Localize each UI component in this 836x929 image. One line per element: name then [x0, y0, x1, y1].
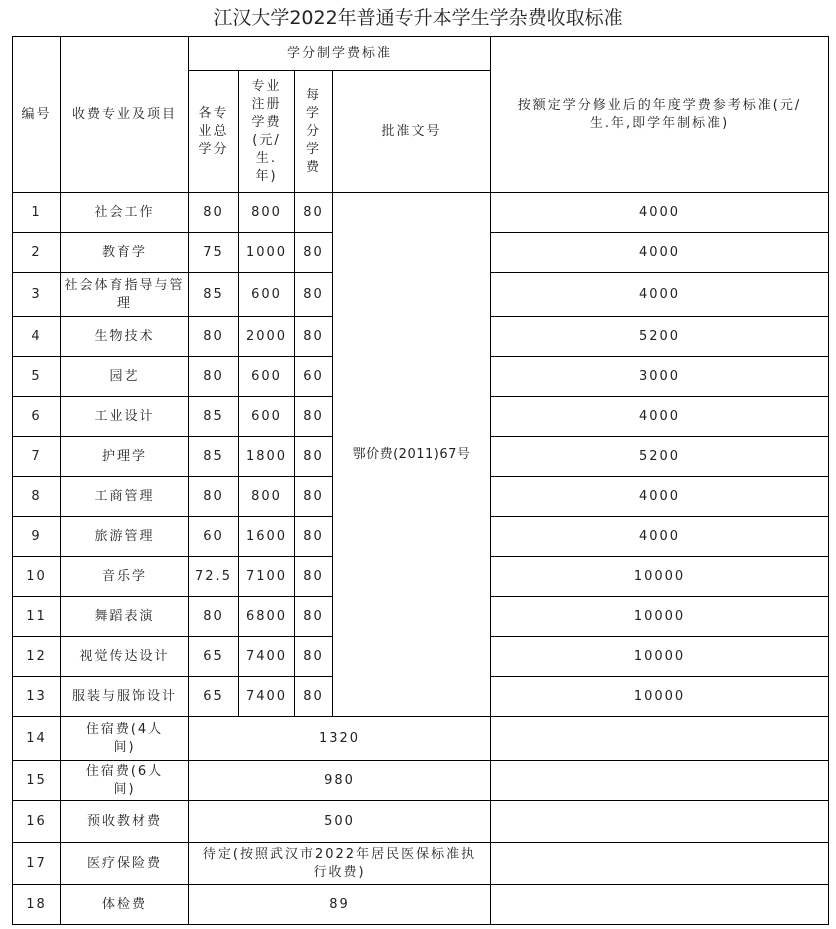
total-credits-cell: 85 [189, 437, 239, 477]
registration-fee-cell: 600 [239, 273, 295, 317]
fee-item-name-cell: 住宿费(6人间) [61, 761, 189, 801]
program-name-cell: 视觉传达设计 [61, 637, 189, 677]
annual-fee-cell: 4000 [491, 273, 829, 317]
annual-fee-cell: 4000 [491, 193, 829, 233]
fee-amount-cell: 待定(按照武汉市2022年居民医保标准执行收费) [189, 843, 491, 885]
header-annual-reference: 按额定学分修业后的年度学费参考标准(元/生.年,即学年制标准) [491, 37, 829, 193]
annual-fee-cell: 5200 [491, 437, 829, 477]
header-program: 收费专业及项目 [61, 37, 189, 193]
table-row [13, 717, 829, 761]
program-name-cell: 旅游管理 [61, 517, 189, 557]
header-total-credits: 各专业总学分 [189, 71, 239, 193]
total-credits-cell: 75 [189, 233, 239, 273]
approval-doc-cell: 鄂价费(2011)67号 [333, 193, 491, 717]
total-credits-cell: 65 [189, 637, 239, 677]
per-credit-fee-cell: 80 [295, 637, 333, 677]
registration-fee-cell: 6800 [239, 597, 295, 637]
table-row [13, 193, 829, 233]
total-credits-cell: 60 [189, 517, 239, 557]
per-credit-fee-cell: 60 [295, 357, 333, 397]
annual-fee-cell: 3000 [491, 357, 829, 397]
fee-item-name-cell: 预收教材费 [61, 801, 189, 843]
per-credit-fee-cell: 80 [295, 597, 333, 637]
annual-fee-cell: 4000 [491, 233, 829, 273]
table-row [13, 885, 829, 925]
serial-cell: 1 [13, 193, 61, 233]
total-credits-cell: 85 [189, 397, 239, 437]
annual-fee-cell: 5200 [491, 317, 829, 357]
registration-fee-cell: 7400 [239, 637, 295, 677]
program-name-cell: 舞蹈表演 [61, 597, 189, 637]
total-credits-cell: 80 [189, 477, 239, 517]
per-credit-fee-cell: 80 [295, 517, 333, 557]
fee-amount-cell: 500 [189, 801, 491, 843]
program-name-cell: 园艺 [61, 357, 189, 397]
fee-item-name-cell: 体检费 [61, 885, 189, 925]
program-name-cell: 音乐学 [61, 557, 189, 597]
serial-cell: 11 [13, 597, 61, 637]
total-credits-cell: 80 [189, 317, 239, 357]
registration-fee-cell: 1600 [239, 517, 295, 557]
program-name-cell: 教育学 [61, 233, 189, 273]
empty-cell [491, 717, 829, 761]
empty-cell [491, 843, 829, 885]
serial-cell: 5 [13, 357, 61, 397]
serial-cell: 16 [13, 801, 61, 843]
annual-fee-cell: 10000 [491, 557, 829, 597]
serial-cell: 13 [13, 677, 61, 717]
fee-item-name-cell: 医疗保险费 [61, 843, 189, 885]
annual-fee-cell: 10000 [491, 637, 829, 677]
header-serial: 编号 [13, 37, 61, 193]
serial-cell: 17 [13, 843, 61, 885]
empty-cell [491, 885, 829, 925]
program-name-cell: 社会体育指导与管理 [61, 273, 189, 317]
page-title: 江汉大学2022年普通专升本学生学杂费收取标准 [213, 7, 623, 29]
header-credit-group: 学分制学费标准 [189, 37, 491, 71]
registration-fee-cell: 1000 [239, 233, 295, 273]
fee-amount-cell: 89 [189, 885, 491, 925]
annual-fee-cell: 10000 [491, 677, 829, 717]
annual-fee-cell: 4000 [491, 397, 829, 437]
registration-fee-cell: 800 [239, 193, 295, 233]
program-name-cell: 生物技术 [61, 317, 189, 357]
total-credits-cell: 80 [189, 597, 239, 637]
serial-cell: 9 [13, 517, 61, 557]
program-name-cell: 社会工作 [61, 193, 189, 233]
registration-fee-cell: 1800 [239, 437, 295, 477]
program-name-cell: 服装与服饰设计 [61, 677, 189, 717]
header-per-credit-fee: 每学分学费 [295, 71, 333, 193]
serial-cell: 2 [13, 233, 61, 273]
per-credit-fee-cell: 80 [295, 677, 333, 717]
total-credits-cell: 80 [189, 193, 239, 233]
fee-amount-cell: 1320 [189, 717, 491, 761]
registration-fee-cell: 2000 [239, 317, 295, 357]
serial-cell: 8 [13, 477, 61, 517]
program-name-cell: 护理学 [61, 437, 189, 477]
table-row [13, 801, 829, 843]
total-credits-cell: 72.5 [189, 557, 239, 597]
registration-fee-cell: 600 [239, 357, 295, 397]
per-credit-fee-cell: 80 [295, 477, 333, 517]
empty-cell [491, 801, 829, 843]
per-credit-fee-cell: 80 [295, 317, 333, 357]
fee-item-name-cell: 住宿费(4人间) [61, 717, 189, 761]
annual-fee-cell: 10000 [491, 597, 829, 637]
header-registration-fee: 专业注册学费(元/生.年) [239, 71, 295, 193]
serial-cell: 4 [13, 317, 61, 357]
program-name-cell: 工商管理 [61, 477, 189, 517]
table-row [13, 761, 829, 801]
serial-cell: 18 [13, 885, 61, 925]
per-credit-fee-cell: 80 [295, 233, 333, 273]
per-credit-fee-cell: 80 [295, 397, 333, 437]
per-credit-fee-cell: 80 [295, 273, 333, 317]
per-credit-fee-cell: 80 [295, 557, 333, 597]
program-name-cell: 工业设计 [61, 397, 189, 437]
per-credit-fee-cell: 80 [295, 437, 333, 477]
per-credit-fee-cell: 80 [295, 193, 333, 233]
serial-cell: 14 [13, 717, 61, 761]
serial-cell: 3 [13, 273, 61, 317]
serial-cell: 6 [13, 397, 61, 437]
serial-cell: 15 [13, 761, 61, 801]
registration-fee-cell: 800 [239, 477, 295, 517]
table-row [13, 843, 829, 885]
header-approval-doc: 批准文号 [333, 71, 491, 193]
registration-fee-cell: 7400 [239, 677, 295, 717]
serial-cell: 12 [13, 637, 61, 677]
fee-table [12, 36, 829, 925]
registration-fee-cell: 600 [239, 397, 295, 437]
total-credits-cell: 65 [189, 677, 239, 717]
registration-fee-cell: 7100 [239, 557, 295, 597]
total-credits-cell: 80 [189, 357, 239, 397]
annual-fee-cell: 4000 [491, 477, 829, 517]
fee-amount-cell: 980 [189, 761, 491, 801]
serial-cell: 10 [13, 557, 61, 597]
annual-fee-cell: 4000 [491, 517, 829, 557]
serial-cell: 7 [13, 437, 61, 477]
empty-cell [491, 761, 829, 801]
total-credits-cell: 85 [189, 273, 239, 317]
